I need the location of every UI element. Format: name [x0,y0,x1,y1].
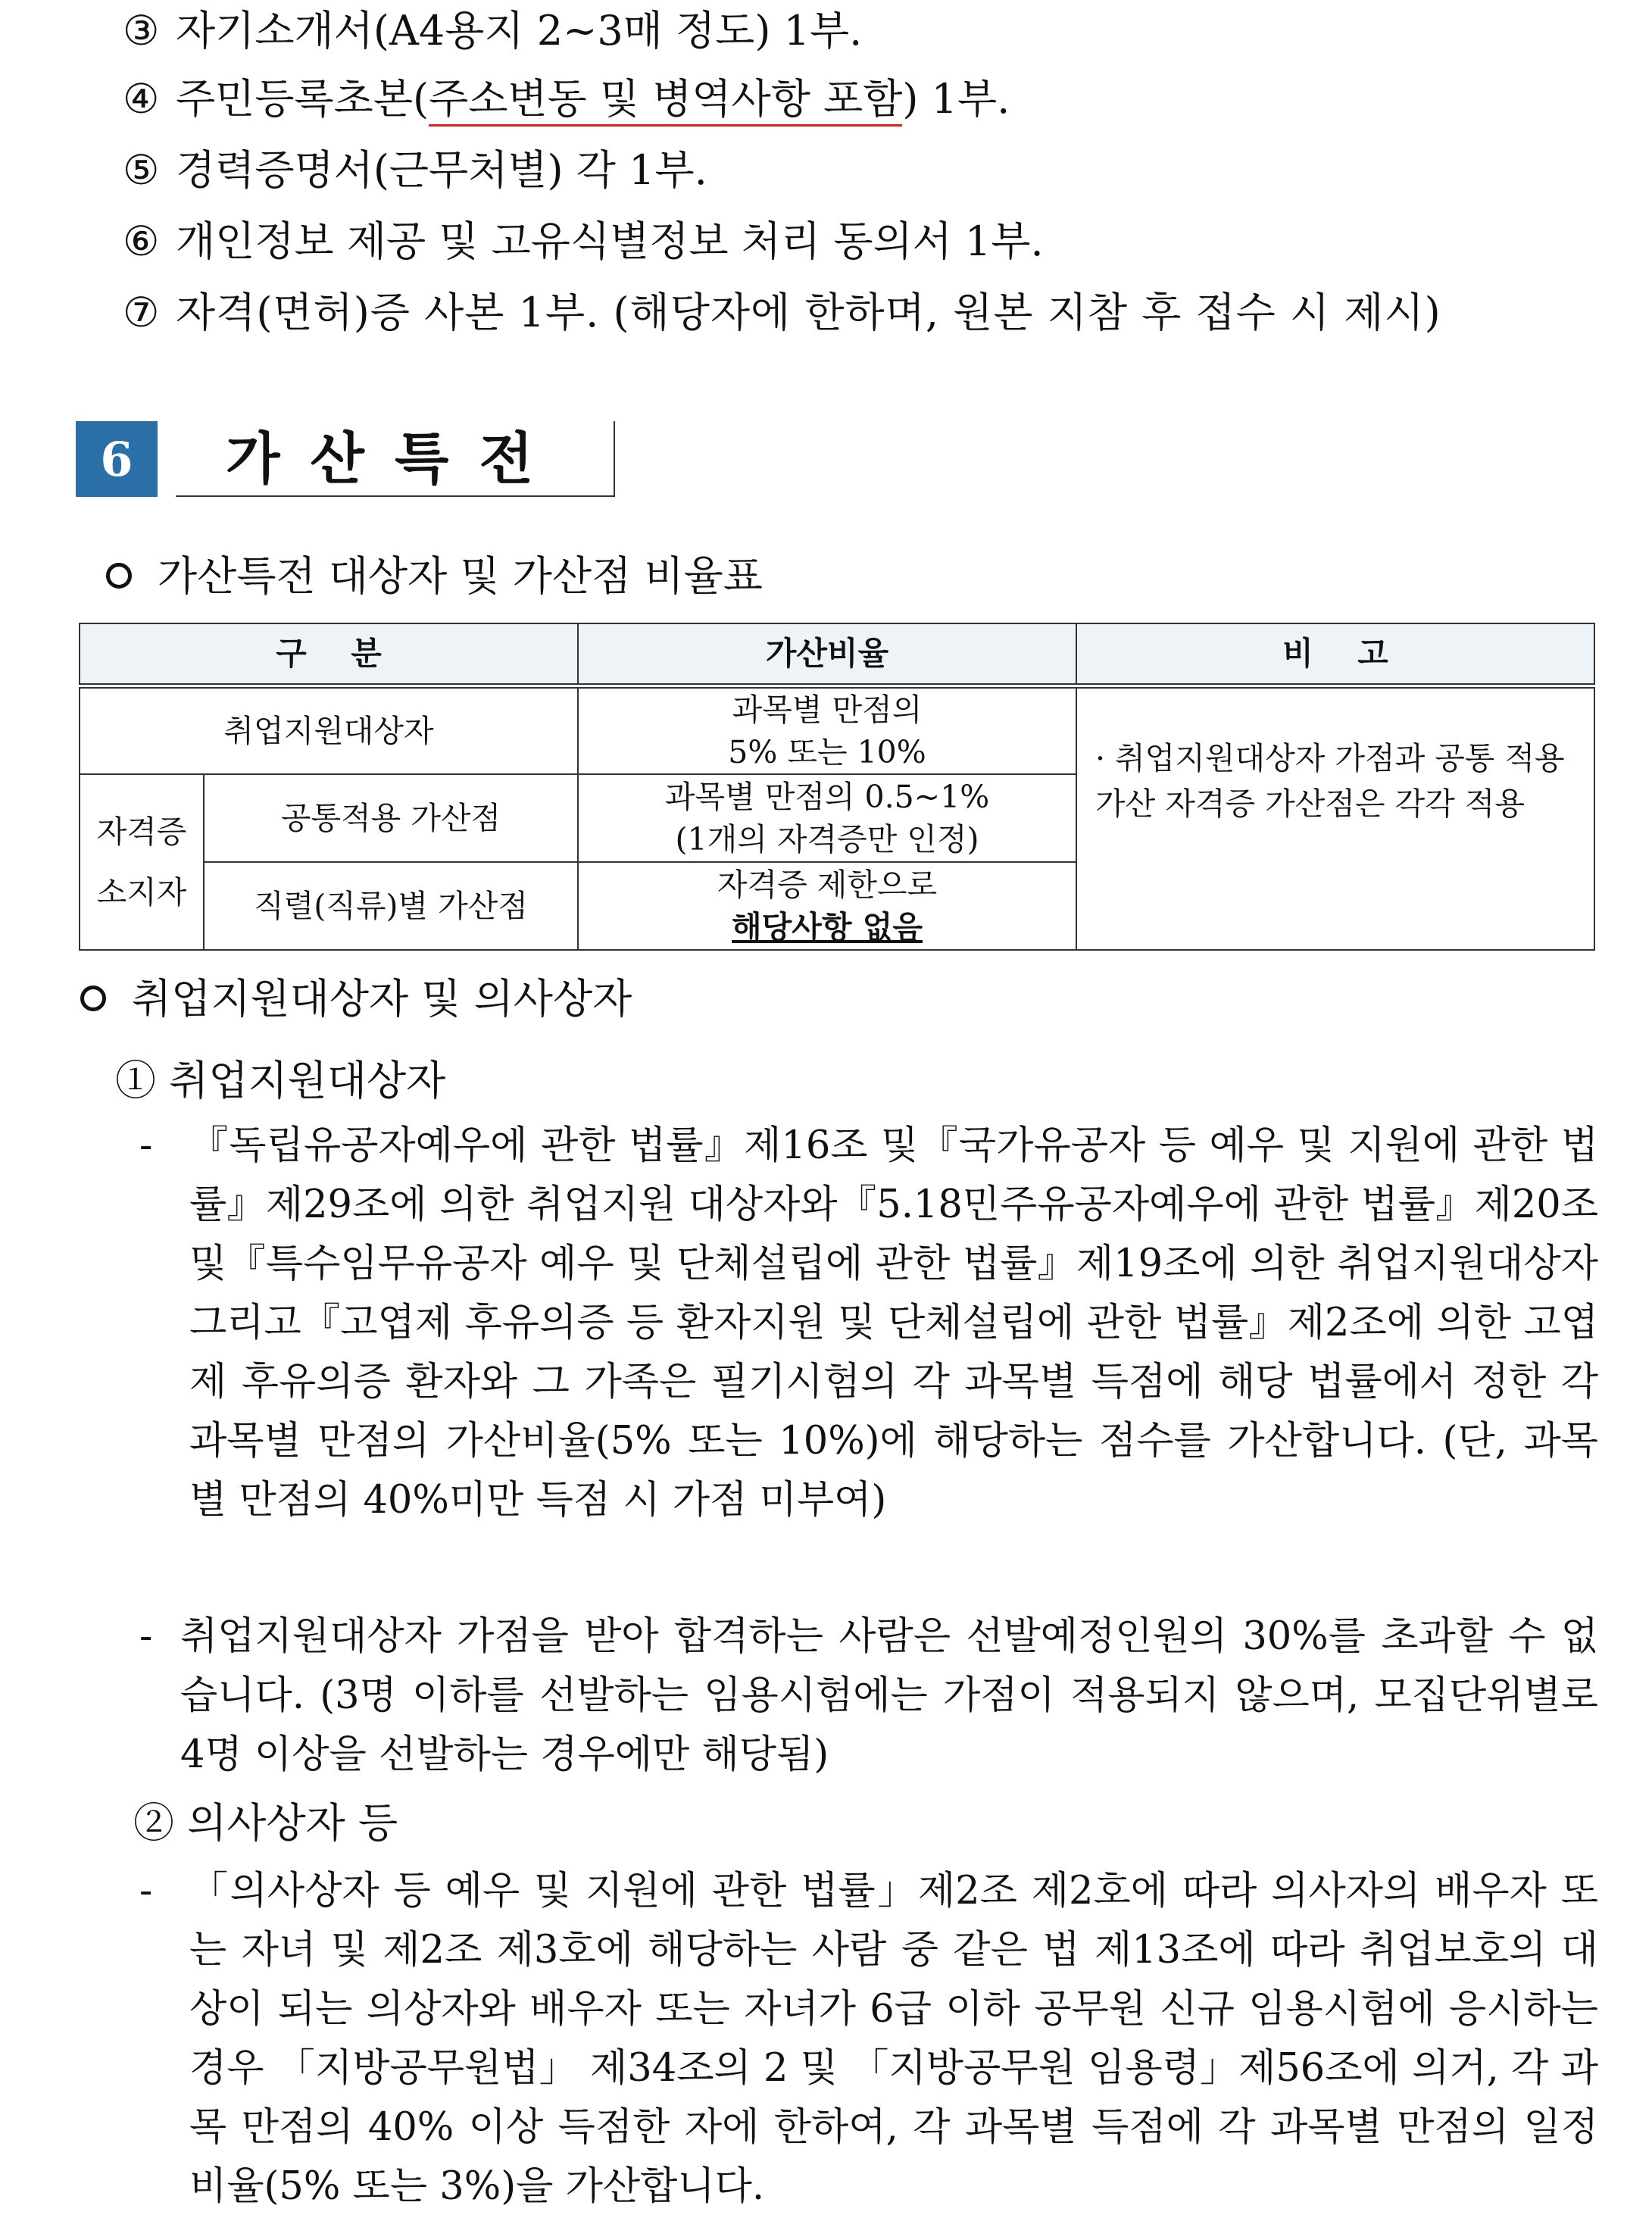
rate-line: 자격증 제한으로 [717,867,938,903]
list-text-post: ) 1부. [902,75,1010,123]
paragraph-employment-support-law: 『독립유공자예우에 관한 법률』제16조 및『국가유공자 등 예우 및 지원에 관한 법률』제29조에 의한 취업지원 대상자와『5.18민주유공자예우에 관한 법률』제20조 및『특수임무유공자 예우 및 단체설립에 관한 법률』제19조에 의한 취업지원대상자 그리고『고엽제 후유의증 등 환자지원 및 단체설립에 관한 법률』제2조에 의한 고엽제 후유의증 환자와 그 가족은 필기시험의 각 과목별 득점에 해당 법률에서 정한 각 과목별 만점의 가산비율(5% 또는 10%)에 해당하는 점수를 가산합니다. (단, 과목별 만점의 40%미만 득점 시 가점 미부여) [189,1123,1598,1523]
section-number: 6 [76,421,158,497]
list-number: ⑥ [123,217,160,265]
sub-heading-employment-support: ① 취업지원대상자 [115,1057,446,1104]
list-item-5 [123,144,707,197]
row-label-common-bonus: 공통적용 가산점 [204,774,578,862]
list-number: ③ [123,7,160,55]
section-title: 가산특전 [226,426,564,492]
list-number: ④ [123,75,160,123]
list-item-7 [123,286,1598,339]
table-heading-text: 가산특전 대상자 및 가산점 비율표 [158,552,763,600]
list-number: ⑤ [123,146,160,194]
dash-bullet: - [139,1614,153,1659]
header-category: 구 분 [80,623,578,686]
list-text-pre: 주민등록초본( [176,75,429,123]
row-label-employment-support: 취업지원대상자 [80,686,578,775]
header-note: 비 고 [1076,623,1594,686]
list-text: 개인정보 제공 및 고유식별정보 처리 동의서 1부. [176,217,1044,265]
row-rate-series-bonus [578,862,1076,950]
circle-bullet-icon [80,986,106,1011]
row-label-series-bonus: 직렬(직류)별 가산점 [204,862,578,950]
list-text: 자기소개서(A4용지 2~3매 정도) 1부. [176,7,863,55]
list-item-4 [123,73,1010,126]
sub-heading-righteous-persons: ② 의사상자 등 [133,1799,398,1847]
group-label-line: 소지자 [96,874,187,911]
list-item-6 [123,215,1044,268]
header-rate: 가산비율 [578,623,1076,686]
heading-employment-and-righteous [80,973,632,1026]
rate-line: 5% 또는 10% [728,734,926,770]
rate-line: 과목별 만점의 [732,692,923,728]
row-rate-common-bonus [578,774,1076,862]
dash-bullet: - [139,1869,153,1913]
dash-bullet: - [139,1123,153,1168]
group-label-certificate-holder [80,774,204,950]
table-note-cell [1076,686,1594,951]
paragraph-employment-support-limit: 취업지원대상자 가점을 받아 합격하는 사람은 선발예정인원의 30%를 초과할 수 없습니다. (3명 이하를 선발하는 임용시험에는 가점이 적용되지 않으며, 모집단위별로 4명 이상을 선발하는 경우에만 해당됨) [180,1614,1598,1777]
table-note-text: · 취업지원대상자 가점과 공통 적용 가산 자격증 가산점은 각각 적용 [1095,740,1565,822]
list-number: ⑦ [123,289,161,336]
table-row [80,686,1594,775]
row-rate-employment-support [578,686,1076,775]
list-text: 경력증명서(근무처별) 각 1부. [176,146,707,194]
group-label-line: 자격증 [96,814,187,850]
heading-text: 취업지원대상자 및 의사상자 [132,975,632,1023]
list-item-3 [123,5,862,58]
rate-line-emphasis: 해당사항 없음 [732,909,923,945]
list-text: 자격(면허)증 사본 1부. (해당자에 한하며, 원본 지참 후 접수 시 제시) [176,289,1441,336]
table-header-row [80,623,1594,686]
rate-line: (1개의 자격증만 인정) [675,821,979,857]
bonus-rate-table [79,623,1595,951]
list-text-underlined: 주소변동 및 병역사항 포함 [429,75,902,127]
table-heading [106,550,763,603]
rate-line: 과목별 만점의 0.5~1% [664,779,990,815]
circle-bullet-icon [106,563,132,589]
paragraph-righteous-persons-law: 「의사상자 등 예우 및 지원에 관한 법률」제2조 제2호에 따라 의사자의 배우자 또는 자녀 및 제2조 제3호에 해당하는 사람 중 같은 법 제13조에 따라 취업보호의 대상이 되는 의상자와 배우자 또는 자녀가 6급 이하 공무원 신규 임용시험에 응시하는 경우 「지방공무원법」 제34조의 2 및 「지방공무원 임용령」제56조에 의거, 각 과목 만점의 40% 이상 득점한 자에 한하여, 각 과목별 득점에 각 과목별 만점의 일정비율(5% 또는 3%)을 가산합니다. [189,1869,1598,2209]
